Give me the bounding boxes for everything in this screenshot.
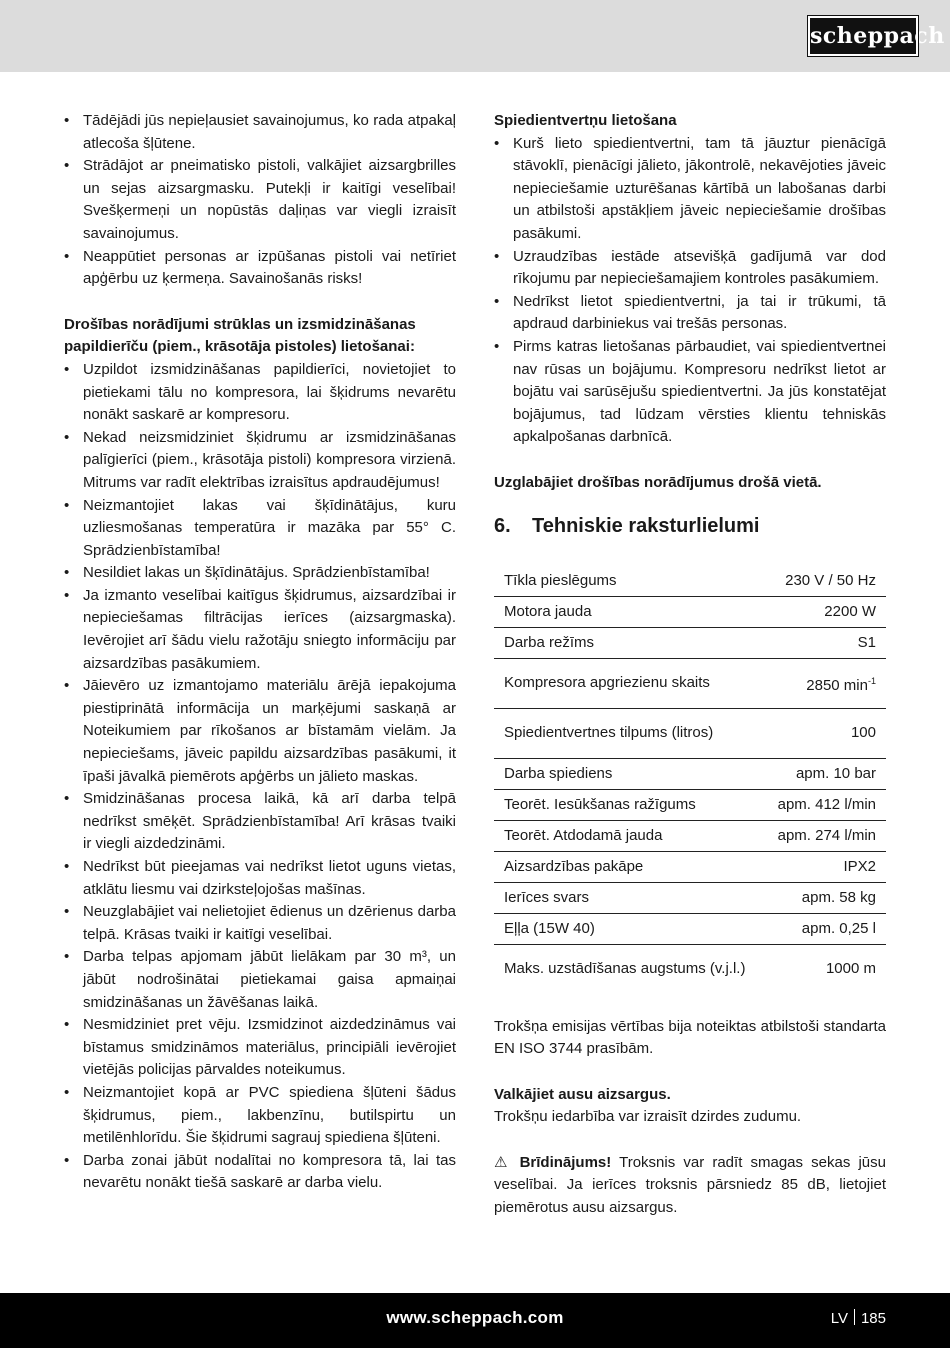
ear-protection-text: Trokšņu iedarbība var izraisīt dzirdes zudumu. — [494, 1108, 802, 1126]
list-item: • Tādējādi jūs nepieļausiet savainojumus, ko rada atpakaļ atlecoša šļūtene. — [64, 110, 456, 155]
spec-value: apm. 10 bar — [795, 764, 876, 782]
spec-value: apm. 412 l/min — [777, 795, 876, 813]
page-indicator — [831, 1308, 886, 1331]
table-row — [494, 708, 886, 758]
spec-value — [764, 658, 886, 708]
list-item: • Nesmidziniet pret vēju. Izsmidzinot aizdedzināmus vai bīstamus smidzināmos materiālus, principiāli ievērojiet vietējās policijas pārvaldes noteikumus. — [64, 1014, 456, 1082]
list-item: • Neappūtiet personas ar izpūšanas pistoli vai netīriet apģērbu uz ķermeņa. Savainošanās risks! — [64, 246, 456, 291]
table-row — [494, 758, 886, 789]
spec-label: Aizsardzības pakāpe — [504, 857, 644, 875]
spec-label: Motora jauda — [504, 602, 592, 620]
table-row — [494, 882, 886, 913]
spec-value: apm. 274 l/min — [777, 826, 876, 844]
scheppach-logo: scheppach — [808, 16, 918, 56]
noise-emission-paragraph: Trokšņa emisijas vērtības bija noteiktas atbilstoši standarta EN ISO 3744 prasībām. — [494, 1017, 886, 1058]
list-item: • Nesildiet lakas un šķīdinātājus. Sprādzienbīstamība! — [64, 562, 456, 585]
spec-label: Teorēt. Atdodamā jauda — [504, 826, 663, 844]
website-link[interactable]: www.scheppach.com — [386, 1308, 564, 1327]
spec-label: Tīkla pieslēgums — [504, 571, 617, 589]
spec-label: Darba spiediens — [504, 764, 613, 782]
spec-value: 2200 W — [824, 602, 876, 620]
spec-value-text: 2850 min — [806, 676, 868, 694]
spec-label: Spiedientvertnes tilpums (litros) — [504, 724, 714, 741]
intro-bullet-list — [64, 110, 456, 291]
spray-safety-heading: Drošības norādījumi strūklas un izsmidzināšanas papildierīču (piem., krāsotāja pistoles) lietošanai: — [64, 315, 416, 356]
language-code: LV — [830, 1310, 848, 1327]
spec-value: 230 V / 50 Hz — [785, 571, 876, 589]
list-item: • Smidzināšanas procesa laikā, kā arī darba telpā nedrīkst smēķēt. Sprādzienbīstamība! Arī krāsas tvaiki ir viegli aizdedzināmi. — [64, 788, 456, 856]
list-item: • Jāievēro uz izmantojamo materiālu ārējā iepakojuma piestiprinātā informācija un marķējumi saskaņā ar Noteikumiem par rīkošanos ar bīstamām vielām. Ja nepieciešams, jāveic papildu aizsardzības pasākumi, it īpaši jāvalkā piemērots apģērbs un jālieto maskas. — [64, 675, 456, 788]
list-item: • Nedrīkst būt pieejamas vai nedrīkst lietot uguns vietas, atklātu liesmu vai dzirksteļojošas mašīnas. — [64, 856, 456, 901]
list-item: • Strādājot ar pneimatisko pistoli, valkājiet aizsargbrilles un sejas aizsargmasku. Putekļi ir kaitīgi veselībai! Svešķermeņi un nopūstās daļiņas var viegli izraisīt savainojumus. — [64, 155, 456, 245]
ear-protection-heading: Valkājiet ausu aizsargus. — [494, 1085, 671, 1103]
list-item: • Pirms katras lietošanas pārbaudiet, vai spiedientvertnei nav rūsas un bojājumu. Kompresoru nedrīkst lietot ar bojātu vai sarūsējušu spiedientvertni. Ja jūs konstatējat bojājumus, tad lūdzam vērsties klientu tehniskās apkalpošanas darbnīcā. — [494, 336, 886, 449]
table-row — [494, 566, 886, 597]
page-separator — [854, 1309, 855, 1325]
spec-value: 1000 m — [825, 960, 876, 977]
left-column — [64, 110, 456, 1195]
spec-value: IPX2 — [843, 857, 876, 875]
page-number: 185 — [860, 1310, 886, 1327]
spray-bullet-list — [64, 359, 456, 1195]
warning-triangle-icon: ⚠ — [494, 1153, 512, 1171]
spec-label: Ierīces svars — [504, 888, 590, 906]
warning-label: Brīdinājums! — [519, 1153, 612, 1171]
section-number: 6. — [494, 514, 511, 537]
list-item: • Kurš lieto spiedientvertni, tam tā jāuztur pienācīgā stāvoklī, pienācīgi jālieto, jākontrolē, nekavējoties jāveic nepieciešamie uzturēšanas kārtībā un labošanas darbi un atbilstoši apstākļiem jāveic nepieciešamie drošības pasākumi. — [494, 133, 886, 246]
list-item: • Neuzglabājiet vai nelietojiet ēdienus un dzērienus darba telpā. Krāsas tvaiki ir kaitīgi veselībai. — [64, 901, 456, 946]
table-row — [494, 789, 886, 820]
spec-value: S1 — [857, 633, 876, 651]
spec-label: Maks. uzstādīšanas augstums (v.j.l.) — [504, 960, 746, 977]
list-item: • Ja izmanto veselībai kaitīgus šķidrumus, aizsardzībai ir nepieciešamas filtrācijas ierīces (aizsargmaska). Ievērojiet arī šādu vielu ražotāju sniegto informāciju par aizsardzības pasākumiem. — [64, 585, 456, 675]
spec-table — [494, 566, 886, 994]
list-item: • Darba telpas apjomam jābūt lielākam par 30 m³, un jābūt nodrošinātai pietiekamai gaisa apmaiņai smidzināšanas un žāvēšanas laikā. — [64, 946, 456, 1014]
table-row — [494, 913, 886, 944]
table-row — [494, 944, 886, 994]
warning-paragraph — [494, 1152, 886, 1220]
list-item: • Darba zonai jābūt nodalītai no kompresora tā, lai tas nevarētu nonākt tiešā saskarē ar darba vielu. — [64, 1150, 456, 1195]
table-row — [494, 851, 886, 882]
list-item: • Uzraudzības iestāde atsevišķā gadījumā var dod rīkojumu par nepieciešamajiem kontroles pasākumiem. — [494, 246, 886, 291]
spec-label: Kompresora apgriezienu skaits — [504, 674, 710, 691]
list-item: • Neizmantojiet kopā ar PVC spiediena šļūteni šādus šķidrumus, piem., lakbenzīnu, butilspirtu un metilēnhlorīdu. Šie šķidrumi sagrauj spiediena šļūteni. — [64, 1082, 456, 1150]
spec-label: Eļļa (15W 40) — [504, 919, 595, 937]
spec-value: apm. 58 kg — [801, 888, 876, 906]
list-item: • Uzpildot izsmidzināšanas papildierīci, novietojiet to pietiekami tālu no kompresora, lai šķidrums nevarētu nonākt saskarē ar kompresoru. — [64, 359, 456, 427]
spec-value-exponent: -1 — [867, 675, 876, 686]
vessel-bullet-list — [494, 133, 886, 449]
spec-value: 100 — [850, 724, 876, 741]
pressure-vessel-heading: Spiedientvertņu lietošana — [494, 112, 677, 129]
list-item: • Neizmantojiet lakas vai šķīdinātājus, kuru uzliesmošanas temperatūra ir mazāka par 55° C. Sprādzienbīstamība! — [64, 495, 456, 563]
header-bar — [0, 0, 950, 72]
store-instructions-note: Uzglabājiet drošības norādījumus drošā vietā. — [494, 473, 822, 491]
list-item: • Nedrīkst lietot spiedientvertni, ja tai ir trūkumi, tā apdraud darbiniekus vai trešās personas. — [494, 291, 886, 336]
table-row — [494, 596, 886, 627]
table-row — [494, 820, 886, 851]
table-row — [494, 658, 886, 708]
spec-label: Teorēt. Iesūkšanas ražīgums — [504, 795, 696, 813]
spec-value: apm. 0,25 l — [801, 919, 876, 937]
warning-text: Troksnis var radīt smagas sekas jūsu veselībai. Ja ierīces troksnis pārsniedz 85 dB, lietojiet piemērotus ausu aizsargus. — [494, 1153, 886, 1217]
section-title — [494, 513, 886, 539]
right-column — [494, 110, 886, 1220]
section-title-text: Tehniskie raksturlielumi — [532, 514, 760, 537]
footer-bar — [0, 1293, 950, 1348]
table-row — [494, 627, 886, 658]
spec-label: Darba režīms — [504, 633, 595, 651]
list-item: • Nekad neizsmidziniet šķidrumu ar izsmidzināšanas palīgierīci (piem., krāsotāja pistoli) kompresora virzienā. Mitrums var radīt elektrības izraisītus apdraudējumus! — [64, 427, 456, 495]
